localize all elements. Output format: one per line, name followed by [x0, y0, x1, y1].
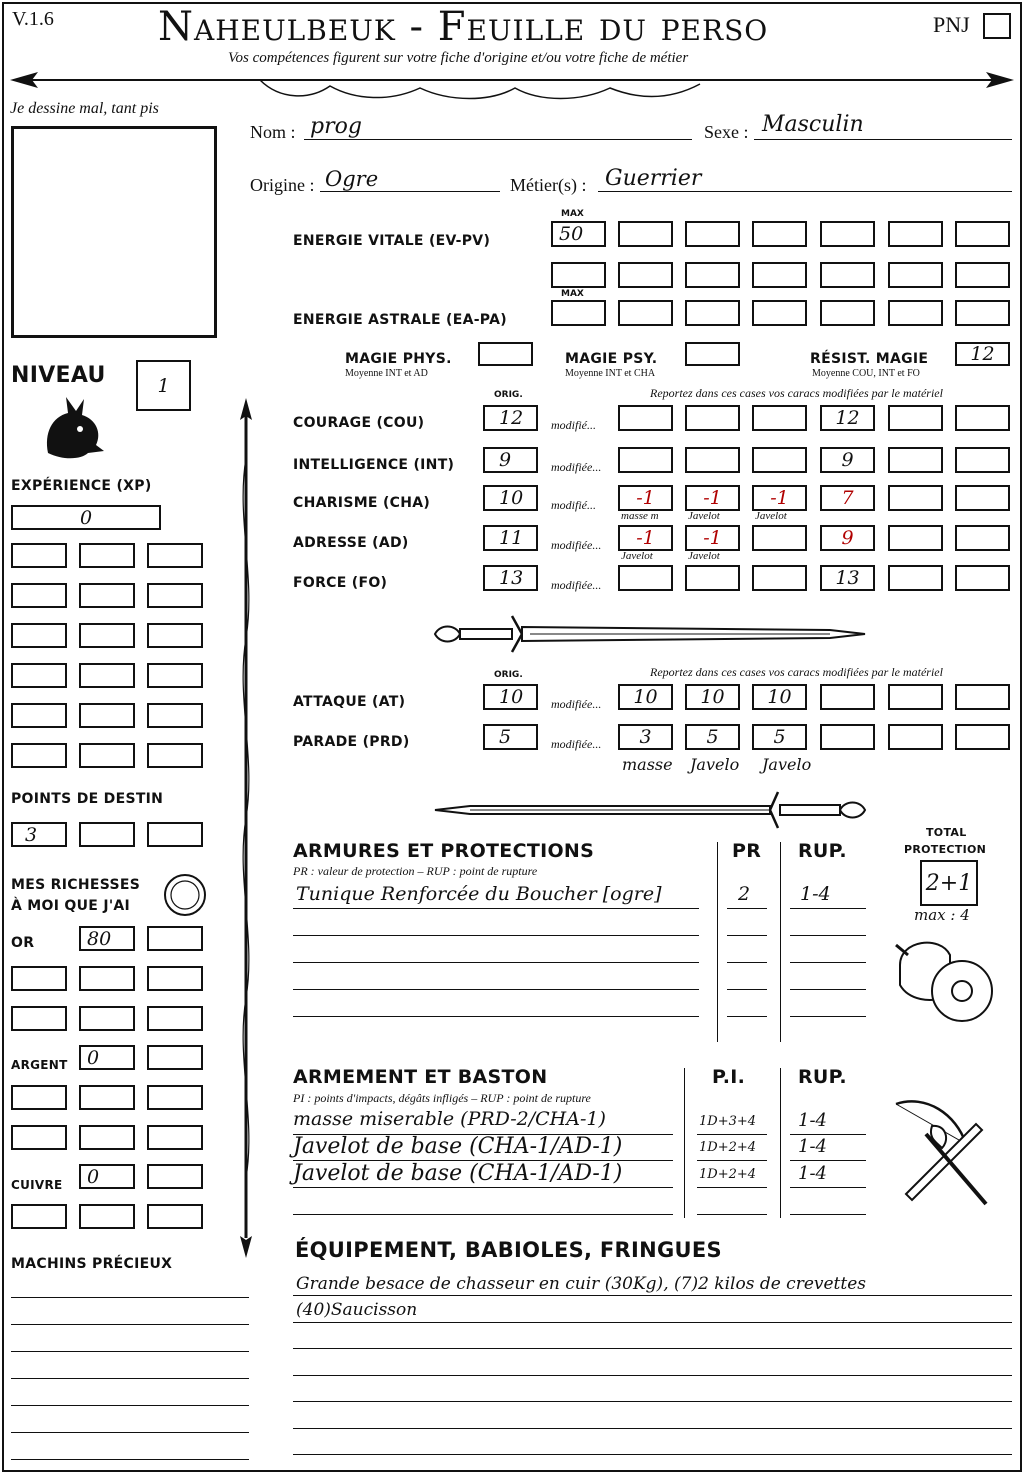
money-box-0[interactable] — [147, 926, 203, 951]
carac-cell-2-2-value: -1 — [770, 487, 789, 509]
ev-box-5[interactable] — [820, 221, 875, 247]
carac-note-3-0: Javelot — [621, 550, 653, 562]
carac-cell-3-4[interactable] — [888, 525, 943, 551]
nom-label: Nom : — [250, 122, 296, 142]
weapon-pi-line-0 — [697, 1134, 767, 1135]
carac-cell-2-2[interactable] — [752, 485, 807, 511]
niveau-box[interactable]: 1 — [136, 360, 191, 411]
ev-box-6[interactable] — [888, 221, 943, 247]
weapon-rup-line-0 — [790, 1134, 866, 1135]
xp-box-0-2[interactable] — [147, 543, 203, 568]
ev-box-row2-5[interactable] — [820, 262, 875, 288]
ea-max-label: MAX — [561, 289, 584, 299]
carac-cell-2-1[interactable] — [685, 485, 740, 511]
vertical-spear-icon — [232, 398, 260, 1258]
machins-line-4 — [11, 1405, 249, 1406]
combat-cell-0-1-value: 10 — [700, 686, 725, 708]
carac-cell-0-4[interactable] — [888, 405, 943, 431]
carac-cell-1-2[interactable] — [752, 447, 807, 473]
ev-box-row2-7[interactable] — [955, 262, 1010, 288]
weapon-line-2 — [293, 1187, 673, 1188]
carac-cell-4-3[interactable] — [820, 565, 875, 591]
carac-mod-label-3: modifiée... — [551, 538, 602, 552]
carac-cell-2-3-value: 7 — [841, 487, 854, 509]
total-label-2: PROTECTION — [904, 843, 987, 856]
combat-cell-1-2-value: 5 — [773, 726, 786, 748]
armor-pr-line-3 — [727, 989, 767, 990]
carac-cell-3-3-value: 9 — [841, 527, 854, 549]
armor-line-1 — [293, 935, 699, 936]
carac-orig-1-value: 9 — [499, 449, 512, 471]
weapon-rup-line-2 — [790, 1187, 866, 1188]
carac-cell-3-3[interactable] — [820, 525, 875, 551]
ea-box-7[interactable] — [955, 300, 1010, 326]
machins-line-1 — [11, 1324, 249, 1325]
resist-magie-label: RÉSIST. MAGIE — [810, 351, 929, 367]
nom-line — [304, 139, 692, 140]
pnj-label: PNJ — [933, 12, 970, 37]
armor-divider-2 — [780, 842, 781, 1042]
weapon-item-rup-1[interactable]: 1-4 — [798, 1136, 827, 1157]
carac-cell-3-0[interactable] — [618, 525, 673, 551]
combat-cell-1-4[interactable] — [888, 724, 943, 750]
sexe-value[interactable]: Masculin — [762, 112, 864, 137]
destin-box-2[interactable] — [79, 822, 135, 847]
carac-orig-3[interactable] — [483, 525, 538, 551]
carac-cell-4-3-value: 13 — [835, 567, 860, 589]
carac-cell-1-3-value: 9 — [841, 449, 854, 471]
money-box-13[interactable] — [147, 1125, 203, 1150]
combat-report-note: Reportez dans ces cases vos caracs modifiées par le matériel — [650, 665, 943, 679]
xp-box-5-1[interactable] — [79, 743, 135, 768]
money-box-5[interactable] — [79, 1006, 135, 1031]
carac-orig-0-value: 12 — [499, 407, 524, 429]
carac-mod-label-1: modifiée... — [551, 460, 602, 474]
carac-label-2: CHARISME (CHA) — [293, 495, 431, 511]
carac-cell-3-0-value: -1 — [636, 527, 655, 549]
destin-box-3[interactable] — [147, 822, 203, 847]
carac-cell-1-1[interactable] — [685, 447, 740, 473]
money-box-2[interactable] — [79, 966, 135, 991]
carac-cell-4-5[interactable] — [955, 565, 1010, 591]
carac-note-2-2: Javelot — [755, 510, 787, 522]
cuivre-box[interactable]: 0 — [79, 1164, 135, 1189]
sheet-title: Naheulbeuk - Feuille du perso — [158, 4, 769, 50]
magie-psy-label: MAGIE PSY. — [565, 351, 658, 367]
weapon-line-3 — [293, 1214, 673, 1215]
carac-orig-3-value: 11 — [499, 527, 524, 549]
ev-box-1[interactable] — [551, 221, 606, 247]
armor-item-pr-0[interactable]: 2 — [738, 883, 751, 905]
machins-label: MACHINS PRÉCIEUX — [11, 1256, 173, 1272]
ev-box-row2-6[interactable] — [888, 262, 943, 288]
weapons-divider-2 — [780, 1068, 781, 1218]
weapon-item-pi-0[interactable]: 1D+3+4 — [699, 1114, 757, 1129]
weapons-rup-label: RUP. — [798, 1066, 847, 1088]
money-box-14[interactable] — [147, 1164, 203, 1189]
money-box-9[interactable] — [79, 1085, 135, 1110]
money-box-1[interactable] — [11, 966, 67, 991]
armor-line-4 — [293, 1016, 699, 1017]
ea-label: ENERGIE ASTRALE (EA-PA) — [293, 312, 507, 328]
ev-box-2[interactable] — [618, 221, 673, 247]
carac-cell-4-1[interactable] — [685, 565, 740, 591]
carac-cell-2-5[interactable] — [955, 485, 1010, 511]
origine-value[interactable]: Ogre — [325, 167, 379, 191]
ev-box-7[interactable] — [955, 221, 1010, 247]
armor-rup-line-1 — [790, 935, 866, 936]
argent-label: ARGENT — [11, 1058, 68, 1072]
carac-orig-1[interactable] — [483, 447, 538, 473]
money-box-16[interactable] — [79, 1204, 135, 1229]
carac-cell-4-0[interactable] — [618, 565, 673, 591]
carac-cell-2-4[interactable] — [888, 485, 943, 511]
ev-box-row2-4[interactable] — [752, 262, 807, 288]
coin-icon — [162, 872, 208, 918]
nom-value[interactable]: prog — [310, 114, 362, 139]
carac-label-0: COURAGE (COU) — [293, 415, 425, 431]
machins-line-6 — [11, 1459, 249, 1460]
armor-pr-line-1 — [727, 935, 767, 936]
armor-line-0 — [293, 908, 699, 909]
argent-box[interactable]: 0 — [79, 1045, 135, 1070]
total-protection-box[interactable]: 2+1 — [920, 860, 978, 906]
cuivre-label: CUIVRE — [11, 1178, 63, 1192]
machins-line-2 — [11, 1351, 249, 1352]
ev-box-3[interactable] — [685, 221, 740, 247]
combat-cell-1-1[interactable] — [685, 724, 740, 750]
xp-box-3-1[interactable] — [79, 663, 135, 688]
combat-cell-1-5[interactable] — [955, 724, 1010, 750]
sword-icon — [430, 612, 870, 656]
armor-rup-line-2 — [790, 962, 866, 963]
weapons-title: ARMEMENT ET BASTON — [293, 1066, 548, 1088]
carac-cell-1-5[interactable] — [955, 447, 1010, 473]
combat-cell-0-3[interactable] — [820, 684, 875, 710]
carac-cell-1-3[interactable] — [820, 447, 875, 473]
combat-cell-0-4[interactable] — [888, 684, 943, 710]
carac-label-3: ADRESSE (AD) — [293, 535, 409, 551]
combat-cell-0-2-value: 10 — [767, 686, 792, 708]
or-box[interactable]: 80 — [79, 926, 135, 951]
carac-label-1: INTELLIGENCE (INT) — [293, 457, 455, 473]
ea-box-5[interactable] — [820, 300, 875, 326]
portrait-box[interactable] — [11, 126, 217, 338]
armor-pr-line-2 — [727, 962, 767, 963]
xp-box-4-1[interactable] — [79, 703, 135, 728]
combat-mod-label-0: modifiée... — [551, 697, 602, 711]
money-box-8[interactable] — [11, 1085, 67, 1110]
carac-cell-3-2[interactable] — [752, 525, 807, 551]
weapon-note-1: masse — [622, 755, 673, 774]
machins-line-0 — [11, 1297, 249, 1298]
money-box-12[interactable] — [79, 1125, 135, 1150]
xp-box-1-2[interactable] — [147, 583, 203, 608]
xp-box-2-2[interactable] — [147, 623, 203, 648]
combat-cell-1-1-value: 5 — [706, 726, 719, 748]
origine-label: Origine : — [250, 175, 315, 195]
armor-rup-line-3 — [790, 989, 866, 990]
weapon-pi-line-2 — [697, 1187, 767, 1188]
weapon-item-name-0[interactable]: masse miserable (PRD-2/CHA-1) — [293, 1108, 606, 1130]
combat-cell-0-1[interactable] — [685, 684, 740, 710]
xp-box-3-2[interactable] — [147, 663, 203, 688]
carac-note-3-1: Javelot — [688, 550, 720, 562]
spear-divider-icon — [10, 66, 1014, 106]
weapon-rup-line-3 — [790, 1214, 866, 1215]
carac-cell-0-3[interactable] — [820, 405, 875, 431]
sexe-label: Sexe : — [704, 122, 749, 142]
carac-orig-4[interactable] — [483, 565, 538, 591]
carac-orig-2-value: 10 — [499, 487, 524, 509]
xp-box-3-0[interactable] — [11, 663, 67, 688]
combat-orig-1[interactable] — [483, 724, 538, 750]
weapon-note-3: Javelo — [762, 755, 812, 774]
money-box-6[interactable] — [147, 1006, 203, 1031]
or-label: OR — [11, 935, 35, 951]
helmet-shield-icon — [890, 925, 1000, 1035]
carac-cell-1-4[interactable] — [888, 447, 943, 473]
dragon-icon — [38, 393, 108, 463]
equipment-line-3 — [293, 1375, 1012, 1376]
armor-rup-line-4 — [790, 1016, 866, 1017]
xp-box-0-0[interactable] — [11, 543, 67, 568]
xp-box-5-0[interactable] — [11, 743, 67, 768]
combat-orig-0-value: 10 — [499, 686, 524, 708]
carac-cell-2-1-value: -1 — [703, 487, 722, 509]
combat-cell-1-0[interactable] — [618, 724, 673, 750]
combat-mod-label-1: modifiée... — [551, 737, 602, 751]
armor-title: ARMURES ET PROTECTIONS — [293, 840, 595, 862]
armor-item-rup-0[interactable]: 1-4 — [800, 883, 831, 905]
sexe-line — [754, 139, 1012, 140]
weapon-item-pi-2[interactable]: 1D+2+4 — [699, 1167, 757, 1182]
combat-cell-1-3[interactable] — [820, 724, 875, 750]
money-box-11[interactable] — [11, 1125, 67, 1150]
money-box-4[interactable] — [11, 1006, 67, 1031]
carac-note-2-1: Javelot — [688, 510, 720, 522]
armor-item-name-0[interactable]: Tunique Renforcée du Boucher [ogre] — [296, 883, 662, 905]
magie-psy-note: Moyenne INT et CHA — [565, 368, 656, 379]
destin-label: POINTS DE DESTIN — [11, 791, 164, 807]
carac-orig-2[interactable] — [483, 485, 538, 511]
weapon-item-name-2[interactable]: Javelot de base (CHA-1/AD-1) — [293, 1161, 623, 1186]
total-max-note: max : 4 — [914, 906, 970, 924]
weapons-divider-1 — [684, 1068, 685, 1218]
ev-box-row2-3[interactable] — [685, 262, 740, 288]
equipment-line-5 — [293, 1428, 1012, 1429]
carac-mod-label-4: modifiée... — [551, 578, 602, 592]
equipment-line-6 — [293, 1454, 1012, 1455]
ea-box-4[interactable] — [752, 300, 807, 326]
weapon-pi-line-1 — [697, 1160, 767, 1161]
ea-box-2[interactable] — [618, 300, 673, 326]
carac-cell-4-2[interactable] — [752, 565, 807, 591]
destin-box-1[interactable]: 3 — [11, 822, 67, 847]
carac-cell-2-0-value: -1 — [636, 487, 655, 509]
magie-phys-box[interactable] — [478, 342, 533, 366]
carac-note-2-0: masse m — [621, 510, 659, 522]
carac-orig-label: ORIG. — [494, 390, 523, 400]
metier-label: Métier(s) : — [510, 175, 587, 195]
sword-icon-2 — [430, 788, 870, 832]
combat-label-0: ATTAQUE (AT) — [293, 694, 406, 710]
equipment-line-0 — [293, 1295, 1012, 1296]
armor-pr-line-4 — [727, 1016, 767, 1017]
combat-orig-1-value: 5 — [499, 726, 512, 748]
equipment-line-4 — [293, 1401, 1012, 1402]
carac-cell-0-3-value: 12 — [835, 407, 860, 429]
origine-line — [320, 191, 500, 192]
money-box-15[interactable] — [11, 1204, 67, 1229]
carac-mod-label-0: modifié... — [551, 418, 596, 432]
weapon-rup-line-1 — [790, 1160, 866, 1161]
weapon-note-2: Javelo — [690, 755, 740, 774]
carac-cell-1-0[interactable] — [618, 447, 673, 473]
carac-cell-0-1[interactable] — [685, 405, 740, 431]
niveau-label: NIVEAU — [11, 363, 106, 388]
weapon-item-name-1[interactable]: Javelot de base (CHA-1/AD-1) — [293, 1134, 623, 1159]
carac-report-note: Reportez dans ces cases vos caracs modifiées par le matériel — [650, 386, 943, 400]
machins-line-3 — [11, 1378, 249, 1379]
carac-cell-4-4[interactable] — [888, 565, 943, 591]
money-box-17[interactable] — [147, 1204, 203, 1229]
combat-cell-0-0-value: 10 — [633, 686, 658, 708]
armor-pr-line-0 — [727, 908, 767, 909]
weapons-note: PI : points d'impacts, dégâts infligés – RUP : point de rupture — [293, 1091, 591, 1105]
money-box-7[interactable] — [147, 1045, 203, 1070]
carac-cell-0-2[interactable] — [752, 405, 807, 431]
combat-orig-label: ORIG. — [494, 670, 523, 680]
armor-pr-label: PR — [732, 840, 762, 862]
armor-rup-label: RUP. — [798, 840, 847, 862]
richesses-label-1: MES RICHESSES — [11, 877, 141, 893]
ev-max-label: MAX — [561, 209, 584, 219]
money-box-10[interactable] — [147, 1085, 203, 1110]
combat-orig-0[interactable] — [483, 684, 538, 710]
xp-box-5-2[interactable] — [147, 743, 203, 768]
machins-line-5 — [11, 1432, 249, 1433]
combat-label-1: PARADE (PRD) — [293, 734, 410, 750]
carac-cell-2-0[interactable] — [618, 485, 673, 511]
ea-box-1[interactable] — [551, 300, 606, 326]
magie-psy-box[interactable] — [685, 342, 740, 366]
carac-mod-label-2: modifié... — [551, 498, 596, 512]
weapon-item-pi-1[interactable]: 1D+2+4 — [699, 1140, 757, 1155]
equipment-line-2 — [293, 1348, 1012, 1349]
portrait-caption: Je dessine mal, tant pis — [10, 100, 159, 117]
combat-cell-0-5[interactable] — [955, 684, 1010, 710]
weapon-item-rup-2[interactable]: 1-4 — [798, 1163, 827, 1184]
total-label-1: TOTAL — [926, 826, 967, 839]
xp-box-2-0[interactable] — [11, 623, 67, 648]
weapons-pi-label: P.I. — [712, 1066, 746, 1088]
weapons-icon — [886, 1094, 1006, 1212]
ev-label: ENERGIE VITALE (EV-PV) — [293, 233, 491, 249]
richesses-label-2: À MOI QUE J'AI — [11, 898, 131, 914]
xp-label: EXPÉRIENCE (XP) — [11, 478, 152, 494]
carac-cell-3-1-value: -1 — [703, 527, 722, 549]
xp-box-1-0[interactable] — [11, 583, 67, 608]
xp-box-4-0[interactable] — [11, 703, 67, 728]
weapon-item-rup-0[interactable]: 1-4 — [798, 1110, 827, 1131]
combat-cell-0-0[interactable] — [618, 684, 673, 710]
xp-box-1-1[interactable] — [79, 583, 135, 608]
armor-divider-1 — [717, 842, 718, 1042]
armor-rup-line-0 — [790, 908, 866, 909]
combat-cell-1-2[interactable] — [752, 724, 807, 750]
pnj-checkbox[interactable] — [983, 13, 1011, 39]
ev-box-row2-1[interactable] — [551, 262, 606, 288]
armor-line-2 — [293, 962, 699, 963]
combat-cell-0-2[interactable] — [752, 684, 807, 710]
carac-cell-0-0[interactable] — [618, 405, 673, 431]
magie-phys-note: Moyenne INT et AD — [345, 368, 428, 379]
ea-box-3[interactable] — [685, 300, 740, 326]
equipment-line-1 — [293, 1322, 1012, 1323]
armor-line-3 — [293, 989, 699, 990]
equipment-item-1[interactable]: (40)Saucisson — [296, 1300, 418, 1320]
carac-cell-2-3[interactable] — [820, 485, 875, 511]
ev-box-4[interactable] — [752, 221, 807, 247]
sheet-subtitle: Vos compétences figurent sur votre fiche d'origine et/ou votre fiche de métier — [228, 50, 689, 66]
carac-cell-3-5[interactable] — [955, 525, 1010, 551]
carac-orig-4-value: 13 — [499, 567, 524, 589]
ev-box-1-value: 50 — [559, 223, 584, 245]
equipment-item-0[interactable]: Grande besace de chasseur en cuir (30Kg), (7)2 kilos de crevettes — [296, 1274, 867, 1294]
carac-cell-0-5[interactable] — [955, 405, 1010, 431]
xp-box-4-2[interactable] — [147, 703, 203, 728]
xp-box-2-1[interactable] — [79, 623, 135, 648]
metier-line — [598, 191, 1012, 192]
combat-cell-1-0-value: 3 — [639, 726, 652, 748]
xp-box-0-1[interactable] — [79, 543, 135, 568]
xp-box[interactable]: 0 — [11, 505, 161, 530]
carac-cell-3-1[interactable] — [685, 525, 740, 551]
armor-note: PR : valeur de protection – RUP : point de rupture — [293, 864, 538, 878]
carac-label-4: FORCE (FO) — [293, 575, 388, 591]
resist-magie-box[interactable]: 12 — [955, 342, 1010, 366]
weapon-pi-line-3 — [697, 1214, 767, 1215]
ev-box-row2-2[interactable] — [618, 262, 673, 288]
magie-phys-label: MAGIE PHYS. — [345, 351, 452, 367]
carac-orig-0[interactable] — [483, 405, 538, 431]
resist-magie-note: Moyenne COU, INT et FO — [812, 368, 920, 379]
version-label: V.1.6 — [12, 8, 54, 30]
equipment-title: ÉQUIPEMENT, BABIOLES, FRINGUES — [295, 1238, 722, 1262]
metier-value[interactable]: Guerrier — [605, 166, 702, 191]
money-box-3[interactable] — [147, 966, 203, 991]
ea-box-6[interactable] — [888, 300, 943, 326]
